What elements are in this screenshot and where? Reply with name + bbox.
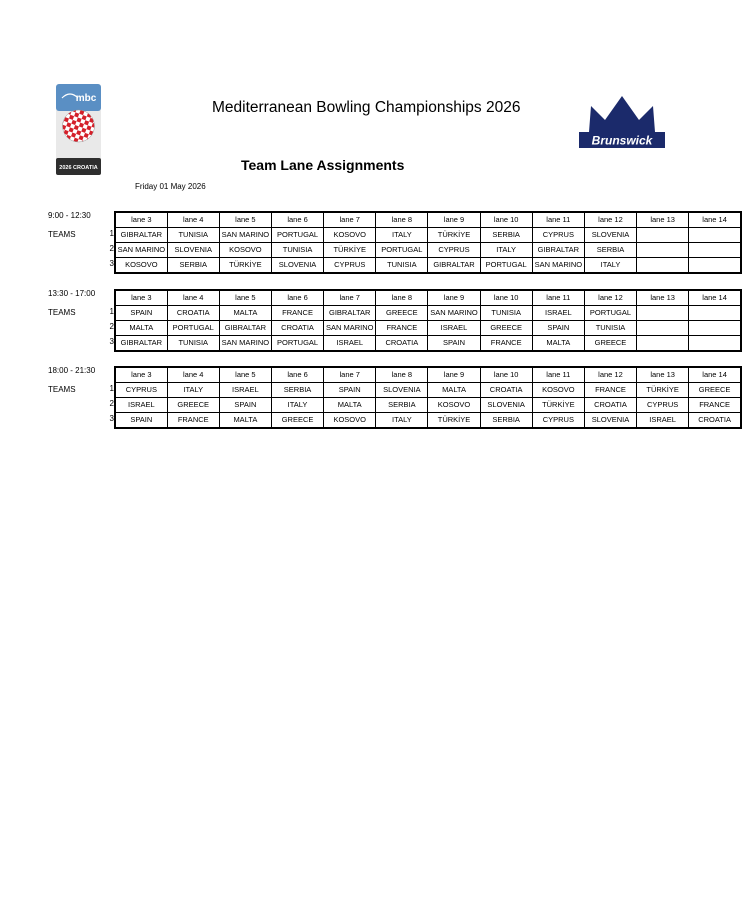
- team-cell: ISRAEL: [532, 306, 584, 321]
- team-cell: FRANCE: [271, 306, 323, 321]
- team-cell: PORTUGAL: [480, 258, 532, 274]
- team-cell: MALTA: [532, 336, 584, 352]
- team-cell: KOSOVO: [532, 383, 584, 398]
- lane-header: lane 11: [532, 367, 584, 383]
- team-cell: MALTA: [428, 383, 480, 398]
- row-number: 1: [109, 384, 114, 393]
- lane-header: lane 4: [167, 290, 219, 306]
- lane-header: lane 5: [219, 212, 271, 228]
- team-cell: SAN MARINO: [219, 228, 271, 243]
- team-cell: TUNISIA: [167, 336, 219, 352]
- team-cell: SERBIA: [271, 383, 323, 398]
- team-cell: [689, 258, 741, 274]
- team-cell: [637, 228, 689, 243]
- team-cell: [689, 243, 741, 258]
- lane-header: lane 13: [637, 367, 689, 383]
- team-cell: CYPRUS: [428, 243, 480, 258]
- team-cell: GIBRALTAR: [115, 228, 167, 243]
- row-numbers: [106, 226, 114, 271]
- team-cell: MALTA: [219, 306, 271, 321]
- team-cell: GIBRALTAR: [115, 336, 167, 352]
- teams-label: TEAMS: [48, 308, 76, 317]
- team-cell: SLOVENIA: [584, 228, 636, 243]
- session-time: 9:00 - 12:30: [48, 211, 91, 220]
- lane-header: lane 12: [584, 212, 636, 228]
- team-cell: ISRAEL: [637, 413, 689, 429]
- team-cell: [637, 258, 689, 274]
- team-cell: TÜRKİYE: [637, 383, 689, 398]
- team-cell: ISRAEL: [219, 383, 271, 398]
- team-cell: ITALY: [376, 228, 428, 243]
- row-number: 1: [109, 229, 114, 238]
- lane-header: lane 5: [219, 367, 271, 383]
- lane-header: lane 8: [376, 212, 428, 228]
- table-row: [115, 321, 741, 336]
- team-cell: TUNISIA: [584, 321, 636, 336]
- team-cell: [689, 228, 741, 243]
- team-cell: GIBRALTAR: [324, 306, 376, 321]
- team-cell: KOSOVO: [324, 228, 376, 243]
- team-cell: [637, 243, 689, 258]
- team-cell: KOSOVO: [428, 398, 480, 413]
- table-row: [115, 336, 741, 352]
- table-row: [115, 258, 741, 274]
- team-cell: GREECE: [271, 413, 323, 429]
- team-cell: ITALY: [584, 258, 636, 274]
- mbc-championship-logo-icon: [56, 84, 101, 175]
- team-cell: CROATIA: [584, 398, 636, 413]
- row-number: 2: [109, 244, 114, 253]
- lane-header: lane 13: [637, 290, 689, 306]
- brunswick-logo-text: Brunswick: [591, 133, 653, 148]
- team-cell: [637, 336, 689, 352]
- brunswick-crown-logo-icon: [577, 94, 667, 150]
- team-cell: TUNISIA: [167, 228, 219, 243]
- team-cell: SAN MARINO: [219, 336, 271, 352]
- team-cell: FRANCE: [376, 321, 428, 336]
- team-cell: KOSOVO: [324, 413, 376, 429]
- team-cell: ISRAEL: [115, 398, 167, 413]
- session-time: 18:00 - 21:30: [48, 366, 96, 375]
- team-cell: SERBIA: [480, 228, 532, 243]
- team-cell: SAN MARINO: [115, 243, 167, 258]
- lane-header: lane 7: [324, 212, 376, 228]
- lane-header: lane 8: [376, 290, 428, 306]
- lane-header: lane 3: [115, 290, 167, 306]
- team-cell: GIBRALTAR: [428, 258, 480, 274]
- team-cell: CROATIA: [689, 413, 741, 429]
- team-cell: GREECE: [376, 306, 428, 321]
- team-cell: TÜRKİYE: [428, 228, 480, 243]
- row-number: 3: [109, 414, 114, 423]
- team-cell: SERBIA: [584, 243, 636, 258]
- lane-header: lane 10: [480, 290, 532, 306]
- team-cell: FRANCE: [167, 413, 219, 429]
- team-cell: TUNISIA: [376, 258, 428, 274]
- teams-label: TEAMS: [48, 385, 76, 394]
- lane-header-row: [115, 367, 741, 383]
- team-cell: [689, 306, 741, 321]
- team-cell: SPAIN: [115, 413, 167, 429]
- lane-header-row: [115, 212, 741, 228]
- session-time: 13:30 - 17:00: [48, 289, 96, 298]
- row-number: 3: [109, 337, 114, 346]
- lane-header-row: [115, 290, 741, 306]
- team-cell: MALTA: [219, 413, 271, 429]
- lane-header: lane 3: [115, 367, 167, 383]
- lane-header: lane 14: [689, 367, 741, 383]
- lane-header: lane 11: [532, 290, 584, 306]
- team-cell: SPAIN: [532, 321, 584, 336]
- lane-header: lane 14: [689, 290, 741, 306]
- team-cell: TÜRKİYE: [428, 413, 480, 429]
- row-number: 2: [109, 322, 114, 331]
- team-cell: SPAIN: [219, 398, 271, 413]
- lane-assignment-table: [114, 366, 742, 429]
- page-subtitle: Team Lane Assignments: [241, 157, 405, 173]
- lane-header: lane 11: [532, 212, 584, 228]
- lane-header: lane 13: [637, 212, 689, 228]
- lane-assignment-table: [114, 289, 742, 352]
- row-number: 3: [109, 259, 114, 268]
- team-cell: ITALY: [167, 383, 219, 398]
- team-cell: PORTUGAL: [584, 306, 636, 321]
- team-cell: CYPRUS: [115, 383, 167, 398]
- lane-header: lane 6: [271, 367, 323, 383]
- team-cell: SAN MARINO: [324, 321, 376, 336]
- team-cell: ISRAEL: [324, 336, 376, 352]
- team-cell: GREECE: [689, 383, 741, 398]
- team-cell: KOSOVO: [115, 258, 167, 274]
- team-cell: SERBIA: [376, 398, 428, 413]
- team-cell: CROATIA: [480, 383, 532, 398]
- lane-header: lane 4: [167, 367, 219, 383]
- team-cell: SERBIA: [167, 258, 219, 274]
- lane-header: lane 12: [584, 290, 636, 306]
- page-title: Mediterranean Bowling Championships 2026: [212, 99, 521, 116]
- team-cell: PORTUGAL: [376, 243, 428, 258]
- team-cell: SLOVENIA: [167, 243, 219, 258]
- team-cell: SLOVENIA: [480, 398, 532, 413]
- team-cell: TUNISIA: [480, 306, 532, 321]
- team-cell: FRANCE: [584, 383, 636, 398]
- lane-header: lane 10: [480, 212, 532, 228]
- row-number: 1: [109, 307, 114, 316]
- team-cell: CYPRUS: [532, 228, 584, 243]
- lane-header: lane 3: [115, 212, 167, 228]
- team-cell: ISRAEL: [428, 321, 480, 336]
- row-number: 2: [109, 399, 114, 408]
- team-cell: [637, 306, 689, 321]
- team-cell: MALTA: [115, 321, 167, 336]
- team-cell: SPAIN: [324, 383, 376, 398]
- lane-header: lane 5: [219, 290, 271, 306]
- team-cell: [637, 321, 689, 336]
- mbc-logo-top-text: mbc: [75, 93, 97, 104]
- team-cell: ITALY: [271, 398, 323, 413]
- lane-header: lane 4: [167, 212, 219, 228]
- table-row: [115, 306, 741, 321]
- team-cell: SERBIA: [480, 413, 532, 429]
- lane-header: lane 12: [584, 367, 636, 383]
- team-cell: GREECE: [167, 398, 219, 413]
- team-cell: GIBRALTAR: [532, 243, 584, 258]
- team-cell: GREECE: [480, 321, 532, 336]
- team-cell: SPAIN: [115, 306, 167, 321]
- table-row: [115, 413, 741, 429]
- team-cell: CROATIA: [167, 306, 219, 321]
- team-cell: CYPRUS: [324, 258, 376, 274]
- team-cell: CROATIA: [271, 321, 323, 336]
- team-cell: FRANCE: [480, 336, 532, 352]
- table-row: [115, 398, 741, 413]
- teams-label: TEAMS: [48, 230, 76, 239]
- team-cell: ITALY: [376, 413, 428, 429]
- lane-header: lane 7: [324, 290, 376, 306]
- mbc-logo-bottom-text: 2026 CROATIA: [59, 165, 98, 171]
- team-cell: PORTUGAL: [271, 336, 323, 352]
- team-cell: PORTUGAL: [167, 321, 219, 336]
- lane-header: lane 9: [428, 212, 480, 228]
- table-row: [115, 243, 741, 258]
- lane-header: lane 8: [376, 367, 428, 383]
- lane-header: lane 9: [428, 367, 480, 383]
- team-cell: SLOVENIA: [271, 258, 323, 274]
- team-cell: SAN MARINO: [532, 258, 584, 274]
- team-cell: TÜRKİYE: [532, 398, 584, 413]
- team-cell: TÜRKİYE: [324, 243, 376, 258]
- team-cell: MALTA: [324, 398, 376, 413]
- team-cell: [689, 336, 741, 352]
- table-row: [115, 383, 741, 398]
- lane-header: lane 6: [271, 212, 323, 228]
- team-cell: GIBRALTAR: [219, 321, 271, 336]
- team-cell: KOSOVO: [219, 243, 271, 258]
- team-cell: FRANCE: [689, 398, 741, 413]
- event-date: Friday 01 May 2026: [135, 182, 206, 191]
- team-cell: ITALY: [480, 243, 532, 258]
- team-cell: CYPRUS: [532, 413, 584, 429]
- lane-header: lane 14: [689, 212, 741, 228]
- team-cell: CROATIA: [376, 336, 428, 352]
- team-cell: CYPRUS: [637, 398, 689, 413]
- team-cell: TÜRKİYE: [219, 258, 271, 274]
- lane-header: lane 6: [271, 290, 323, 306]
- table-row: [115, 228, 741, 243]
- team-cell: [689, 321, 741, 336]
- team-cell: SLOVENIA: [376, 383, 428, 398]
- team-cell: GREECE: [584, 336, 636, 352]
- team-cell: TUNISIA: [271, 243, 323, 258]
- lane-header: lane 10: [480, 367, 532, 383]
- lane-header: lane 9: [428, 290, 480, 306]
- row-numbers: [106, 381, 114, 426]
- team-cell: SAN MARINO: [428, 306, 480, 321]
- lane-assignment-table: [114, 211, 742, 274]
- team-cell: PORTUGAL: [271, 228, 323, 243]
- row-numbers: [106, 304, 114, 349]
- team-cell: SLOVENIA: [584, 413, 636, 429]
- team-cell: SPAIN: [428, 336, 480, 352]
- lane-header: lane 7: [324, 367, 376, 383]
